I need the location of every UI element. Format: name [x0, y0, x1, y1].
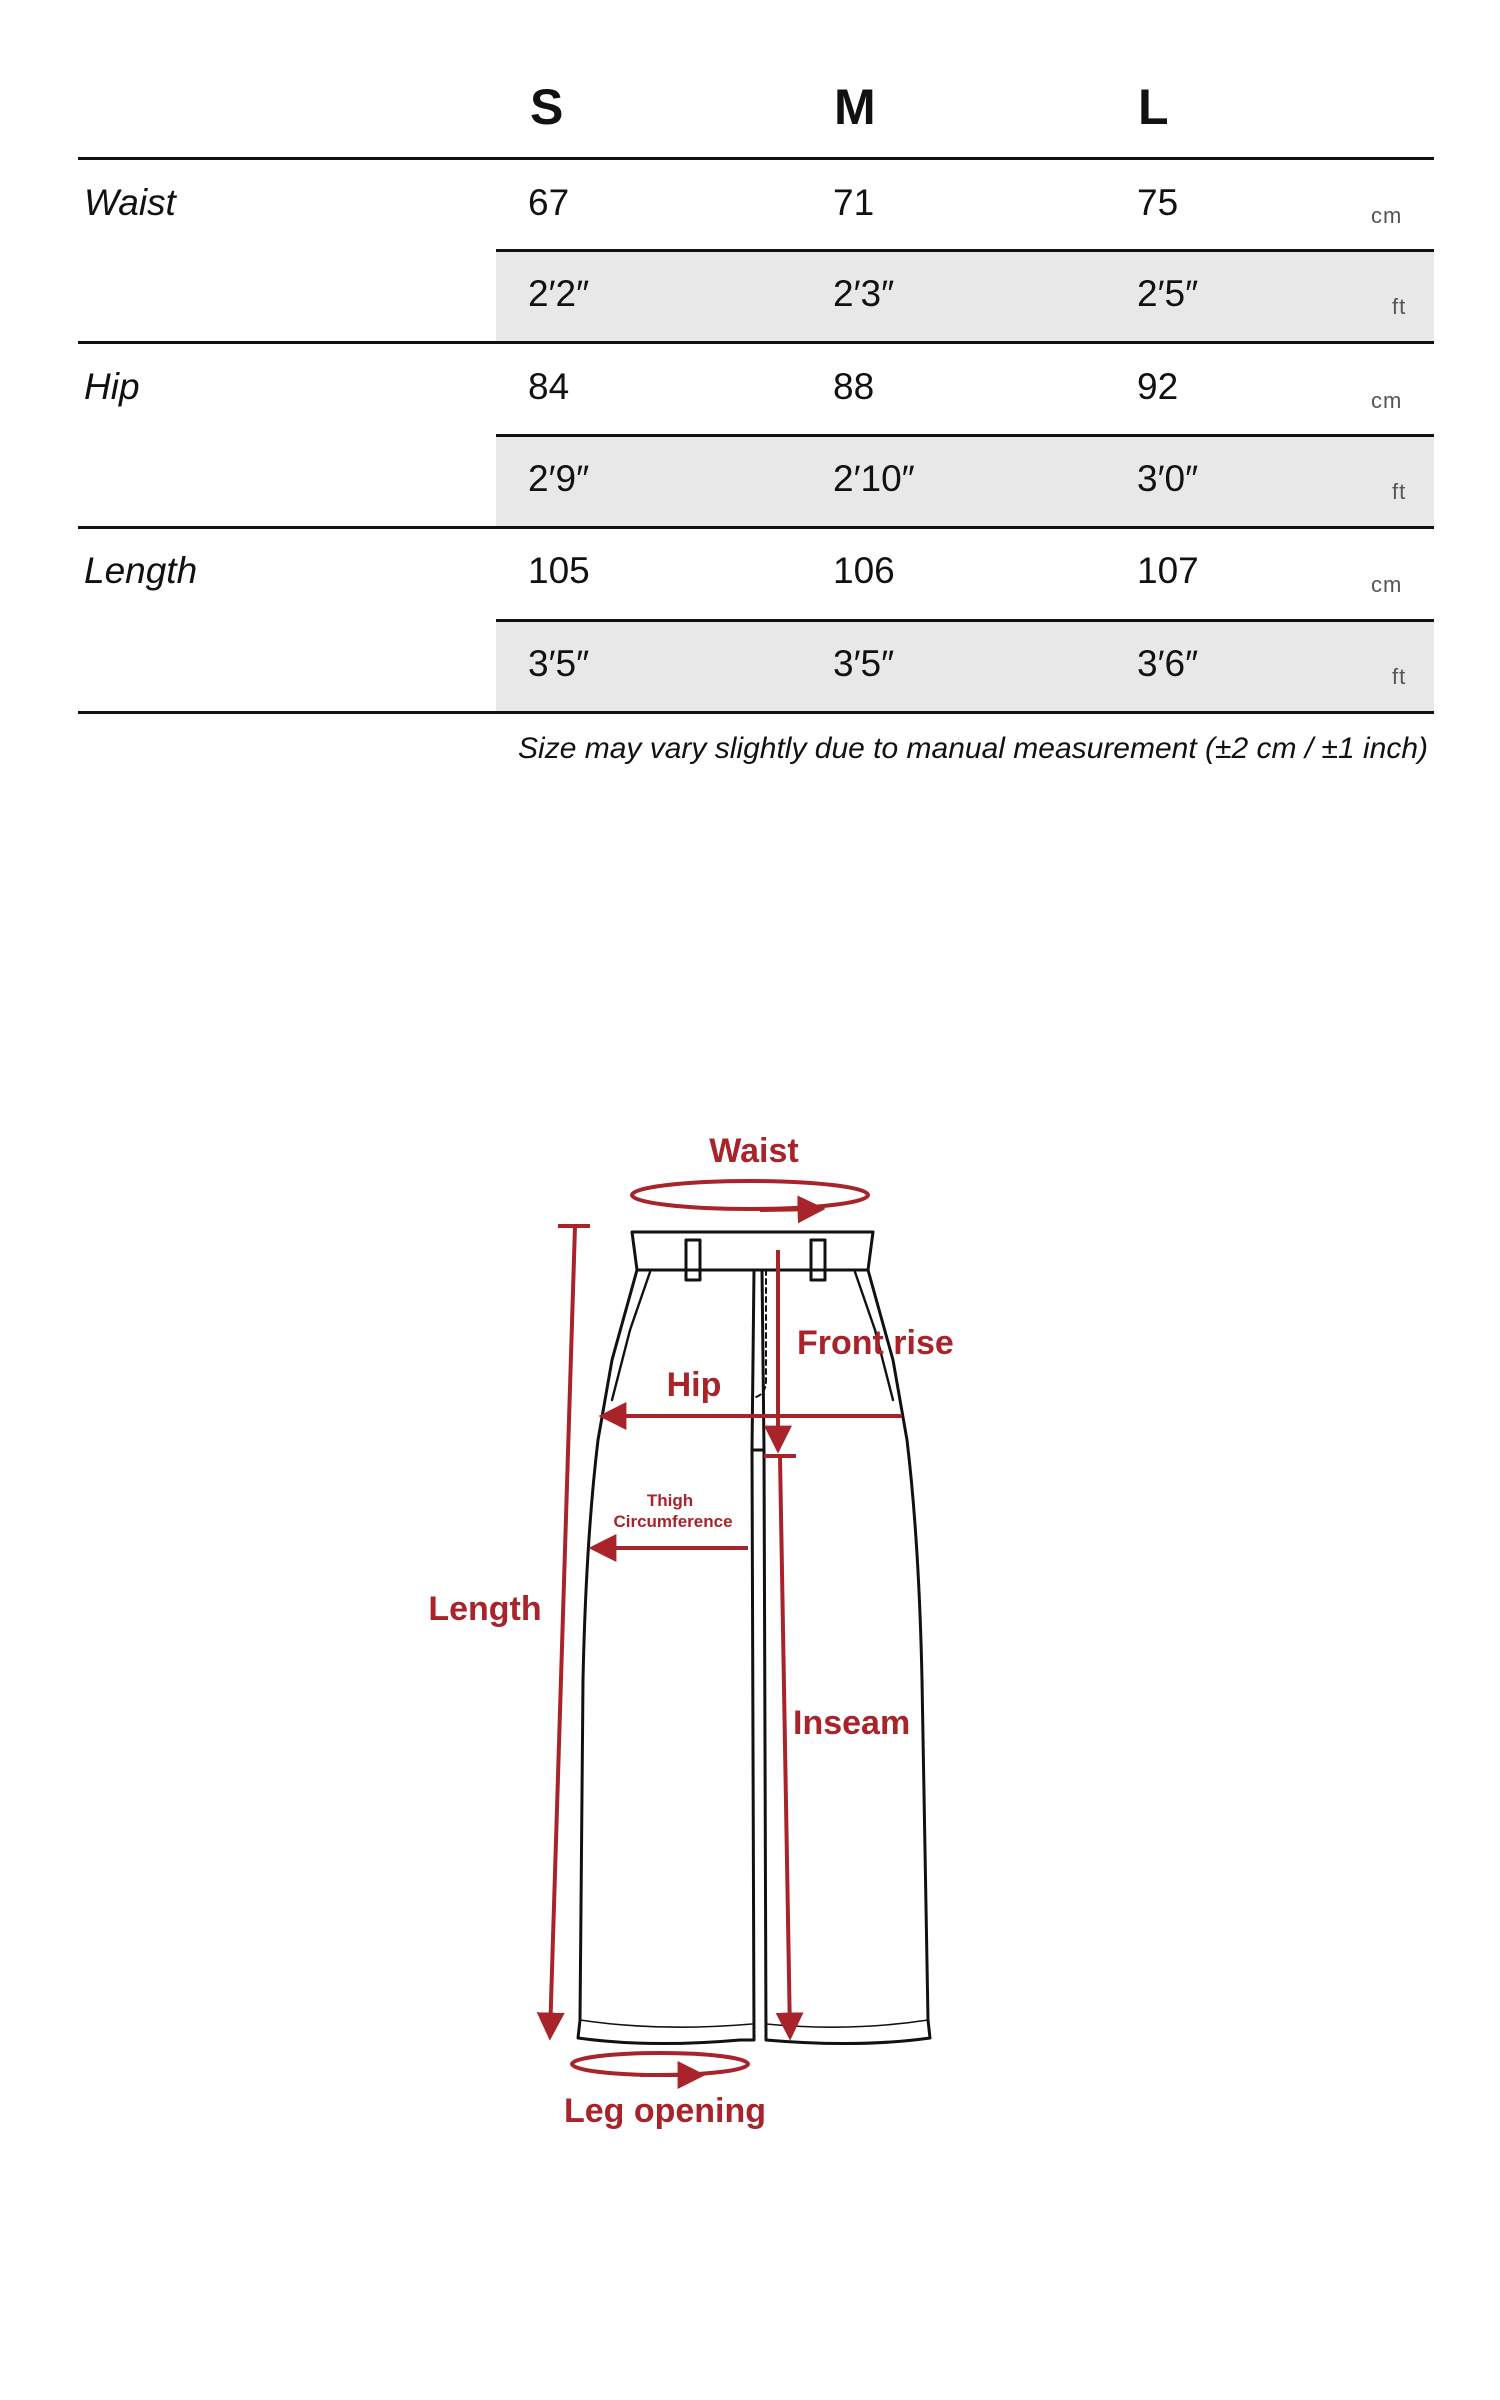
size-header-s: S: [530, 79, 564, 135]
row-label-waist: Waist: [84, 182, 176, 223]
size-header-l: L: [1138, 79, 1169, 135]
row-label-hip: Hip: [84, 366, 140, 407]
row-label-length: Length: [84, 550, 198, 591]
inseam-arrow: [780, 1456, 790, 2035]
label-leg-opening: Leg opening: [563, 2092, 767, 2130]
hip-cm-s: 84: [528, 366, 570, 407]
length-arrow: [550, 1226, 575, 2035]
waist-arrow: [760, 1209, 820, 1210]
waist-ellipse: [632, 1181, 868, 1209]
label-hip: Hip: [666, 1366, 722, 1404]
waist-ft-l: 2′5″: [1137, 273, 1199, 314]
unit-ft: ft: [1392, 294, 1407, 319]
unit-cm: cm: [1371, 572, 1403, 597]
measurement-marks: [550, 1181, 902, 2075]
length-cm-l: 107: [1137, 550, 1199, 591]
unit-cm: cm: [1371, 388, 1403, 413]
waist-cm-l: 75: [1137, 182, 1179, 223]
size-header-m: M: [834, 79, 876, 135]
unit-ft: ft: [1392, 479, 1407, 504]
waist-ft-m: 2′3″: [833, 273, 895, 314]
waist-ft-s: 2′2″: [528, 273, 590, 314]
hip-ft-s: 2′9″: [528, 458, 590, 499]
label-waist: Waist: [709, 1132, 799, 1170]
label-inseam: Inseam: [793, 1704, 911, 1742]
length-ft-s: 3′5″: [528, 643, 590, 684]
hip-cm-l: 92: [1137, 366, 1179, 407]
length-cm-m: 106: [833, 550, 895, 591]
leg-opening-ellipse: [572, 2053, 748, 2075]
unit-cm: cm: [1371, 203, 1403, 228]
length-cm-s: 105: [528, 550, 590, 591]
waist-cm-m: 71: [833, 182, 875, 223]
waist-cm-s: 67: [528, 182, 570, 223]
label-thigh-line2: Circumference: [613, 1512, 733, 1531]
length-ft-m: 3′5″: [833, 643, 895, 684]
hem-left: [580, 2020, 752, 2027]
label-front-rise: Front rise: [797, 1324, 954, 1362]
hip-ft-l: 3′0″: [1137, 458, 1199, 499]
hip-cm-m: 88: [833, 366, 875, 407]
belt-loop-right: [811, 1240, 825, 1280]
belt-loop-left: [686, 1240, 700, 1280]
unit-ft: ft: [1392, 664, 1407, 689]
label-length: Length: [428, 1590, 542, 1628]
hip-ft-m: 2′10″: [833, 458, 915, 499]
crotch-line: [752, 1270, 764, 1450]
length-ft-l: 3′6″: [1137, 643, 1199, 684]
label-thigh-line1: Thigh: [646, 1491, 694, 1510]
measurement-note: Size may vary slightly due to manual measurement (±2 cm / ±1 inch): [518, 732, 1428, 765]
waistband: [632, 1232, 873, 1270]
